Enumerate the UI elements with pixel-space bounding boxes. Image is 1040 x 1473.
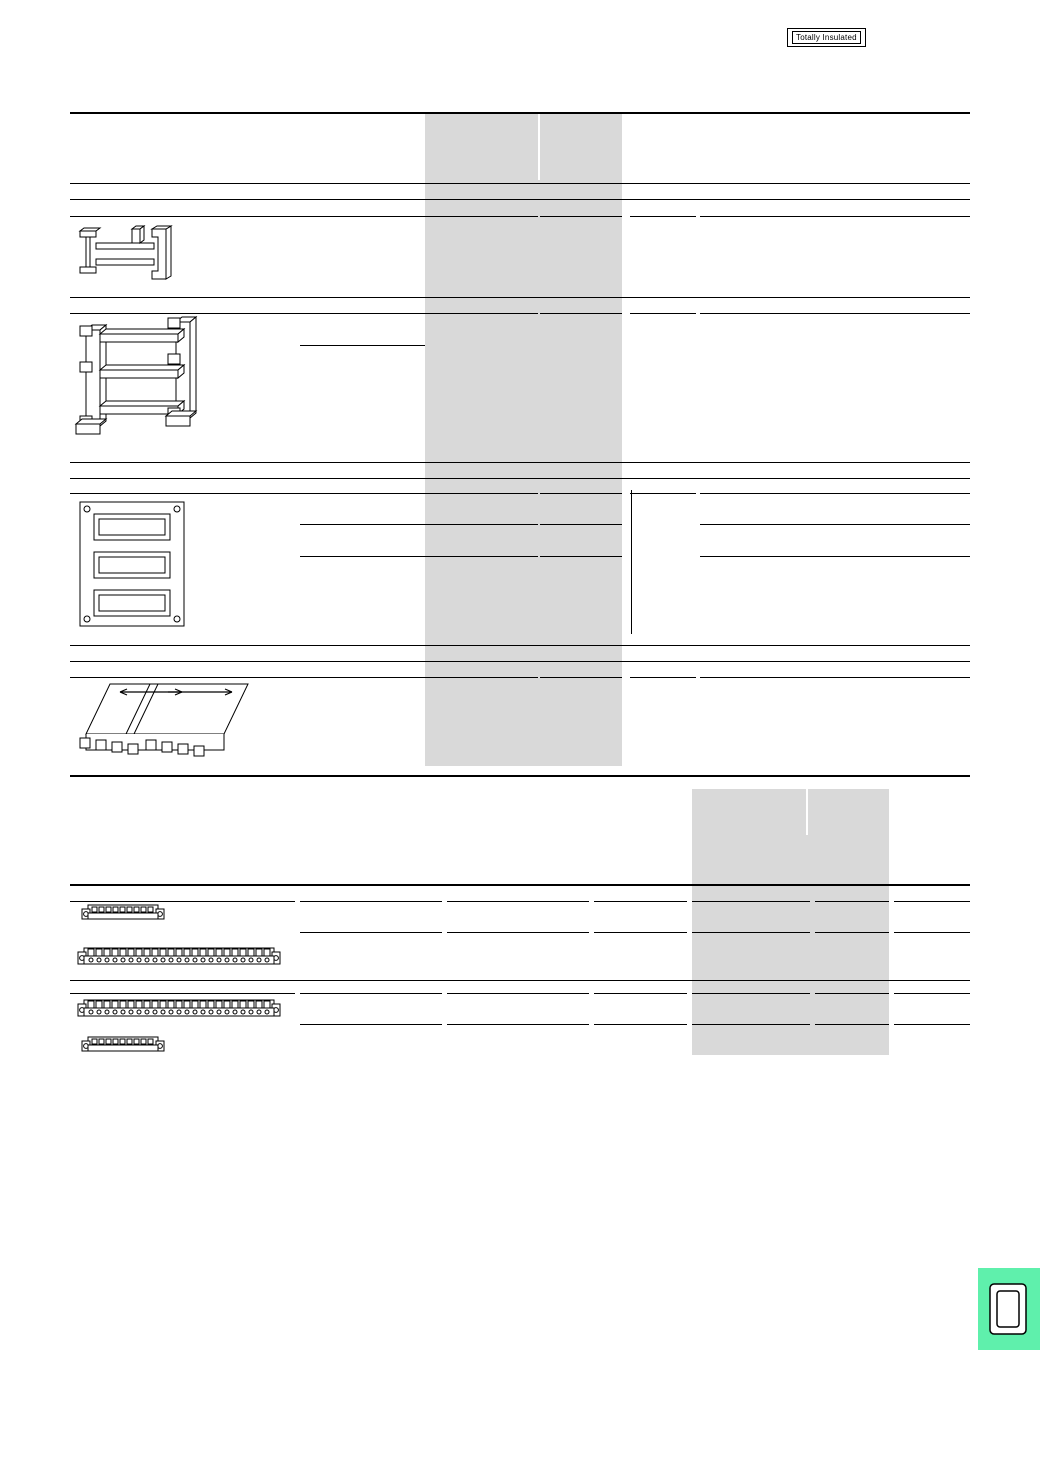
row1-seg-e — [630, 216, 696, 217]
b-row2-seg-f — [815, 932, 889, 933]
b-row3-seg-a — [70, 993, 295, 994]
b-row4-seg-c — [447, 1024, 589, 1025]
row3-seg-a — [70, 493, 300, 494]
b-row3-seg-e — [692, 993, 810, 994]
table-top-rule-1 — [70, 183, 970, 184]
figure-busbar-support-single — [72, 225, 184, 285]
row3b-seg-f — [700, 524, 970, 525]
b-row4-seg-b — [300, 1024, 442, 1025]
figure-cable-entry-gland-plate — [72, 678, 262, 770]
b-row1-seg-b — [300, 901, 442, 902]
row3-seg-b — [300, 493, 425, 494]
shade-column-divider-bottom — [806, 789, 808, 835]
figure-terminal-block-short-2 — [80, 1033, 166, 1061]
row3-seg-e — [630, 493, 696, 494]
table-bottom-rule-mid — [70, 980, 970, 981]
figure-terminal-block-long — [76, 944, 282, 972]
b-row4-seg-e — [692, 1024, 810, 1025]
table-bottom-border-top — [70, 884, 970, 886]
b-row1-seg-e — [692, 901, 810, 902]
row3-seg-f — [700, 493, 970, 494]
shade-column-divider-fill — [538, 180, 540, 766]
b-row2-seg-c — [447, 932, 589, 933]
table-top-rule-6 — [70, 645, 970, 646]
row2-seg-b — [300, 313, 425, 314]
row3c-seg-c — [425, 556, 538, 557]
b-row3-seg-d — [594, 993, 687, 994]
b-row3-seg-c — [447, 993, 589, 994]
row4-seg-d — [540, 677, 622, 678]
figure-terminal-block-short — [80, 901, 166, 929]
row1-seg-a — [70, 216, 300, 217]
b-row3-seg-b — [300, 993, 442, 994]
corner-thumb-tab — [978, 1268, 1040, 1350]
row4-seg-e — [630, 677, 696, 678]
b-row2-seg-g — [894, 932, 970, 933]
shaded-column-bottom — [692, 789, 889, 1055]
table-top-rule-3 — [70, 297, 970, 298]
b-row2-seg-b — [300, 932, 442, 933]
shaded-column-top — [425, 113, 622, 766]
b-row1-seg-f — [815, 901, 889, 902]
row3-seg-d — [540, 493, 622, 494]
figure-three-slot-shrouding-plate — [76, 498, 192, 630]
table-top-rule-4 — [70, 462, 970, 463]
table-top-rule-2 — [70, 199, 970, 200]
b-row4-seg-d — [594, 1024, 687, 1025]
b-row3-seg-g — [894, 993, 970, 994]
row3b-seg-d — [540, 524, 622, 525]
row3c-seg-d — [540, 556, 622, 557]
b-row2-seg-d — [594, 932, 687, 933]
b-row1-seg-d — [594, 901, 687, 902]
table-top-border-top — [70, 112, 970, 114]
note-bracket-vertical — [631, 490, 632, 634]
row3b-seg-c — [425, 524, 538, 525]
row4-seg-b — [300, 677, 425, 678]
b-row1-seg-g — [894, 901, 970, 902]
b-row2-seg-e — [692, 932, 810, 933]
table-top-rule-7 — [70, 661, 970, 662]
row3c-seg-b — [300, 556, 425, 557]
totally-insulated-badge-label: Totally Insulated — [792, 31, 861, 44]
row3-seg-c — [425, 493, 538, 494]
row3c-seg-f — [700, 556, 970, 557]
row2-seg-c — [425, 313, 538, 314]
row3b-seg-b — [300, 524, 425, 525]
enclosure-icon — [988, 1282, 1028, 1336]
row2b-seg-b — [300, 345, 425, 346]
totally-insulated-badge — [787, 28, 866, 47]
row1-seg-b — [300, 216, 425, 217]
row2-seg-f — [700, 313, 970, 314]
b-row3-seg-f — [815, 993, 889, 994]
figure-terminal-block-long-2 — [76, 996, 282, 1024]
b-row4-seg-g — [894, 1024, 970, 1025]
table-top-border-bottom — [70, 775, 970, 777]
row2-seg-d — [540, 313, 622, 314]
row1-seg-f — [700, 216, 970, 217]
table-top-rule-5 — [70, 478, 970, 479]
row4-seg-c — [425, 677, 538, 678]
row2-seg-e — [630, 313, 696, 314]
row4-seg-f — [700, 677, 970, 678]
row1-seg-c — [425, 216, 538, 217]
b-row4-seg-f — [815, 1024, 889, 1025]
b-row1-seg-c — [447, 901, 589, 902]
figure-busbar-support-triple-frame — [72, 312, 218, 442]
row1-seg-d — [540, 216, 622, 217]
